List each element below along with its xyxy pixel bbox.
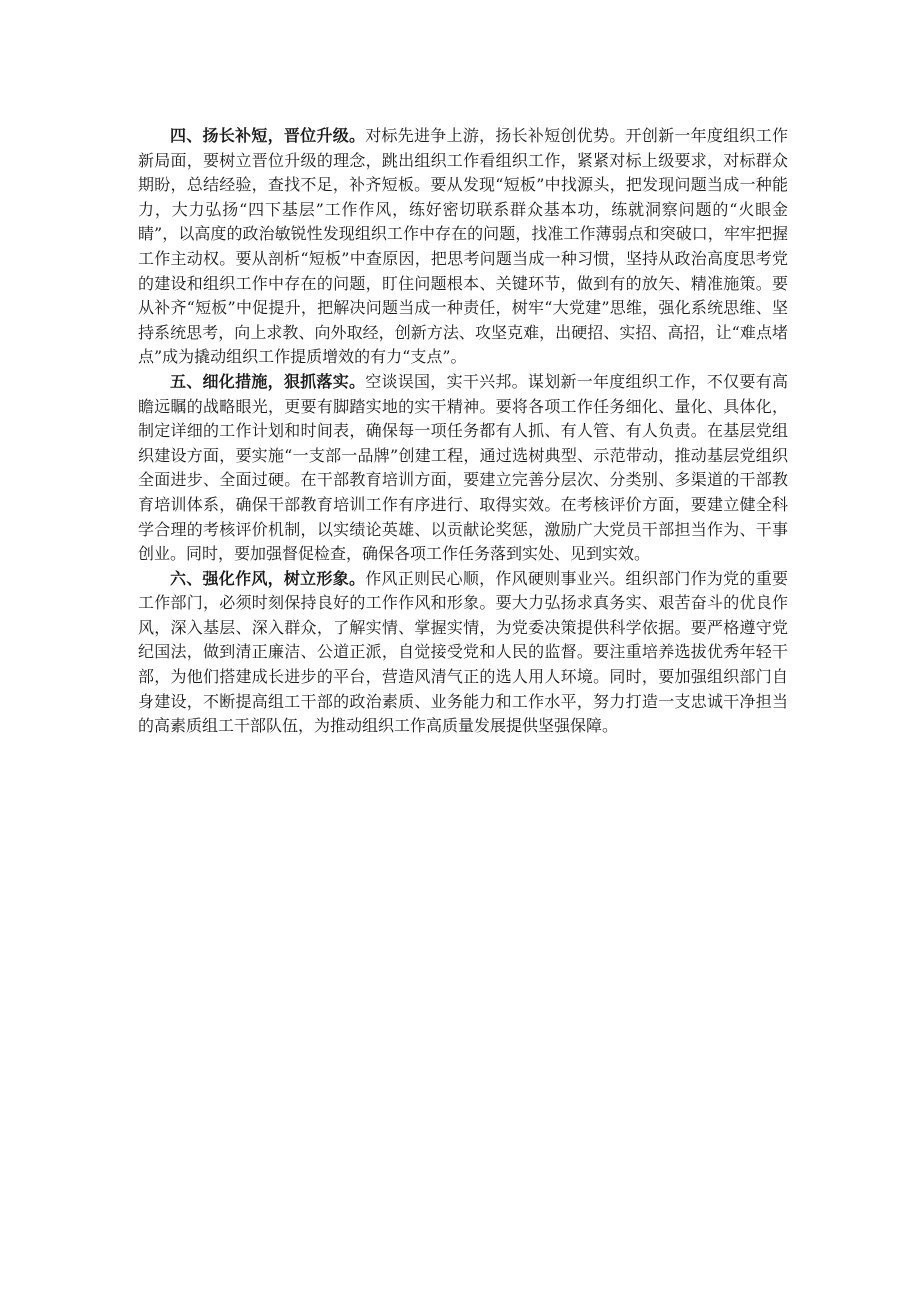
document-body <box>138 124 788 739</box>
paragraph-5-heading: 五、细化措施，狠抓落实。 <box>170 371 366 391</box>
paragraph-6-heading: 六、强化作风，树立形象。 <box>170 568 366 588</box>
paragraph-4-heading: 四、扬长补短，晋位升级。 <box>170 126 366 145</box>
paragraph-5 <box>138 370 788 567</box>
paragraph-4 <box>138 124 788 370</box>
paragraph-6 <box>138 567 788 739</box>
paragraph-6-text: 作风正则民心顺，作风硬则事业兴。组织部门作为党的重要工作部门，必须时刻保持良好的工作作风和形象。要大力弘扬求真务实、艰苦奋斗的优良作风，深入基层、深入群众，了解实情、掌握实情，为党委决策提供科学依据。要严格遵守党纪国法，做到清正廉洁、公道正派，自觉接受党和人民的监督。要注重培养选拔优秀年轻干部，为他们搭建成长进步的平台，营造风清气正的选人用人环境。同时，要加强组织部门自身建设，不断提高组工干部的政治素质、业务能力和工作水平，努力打造一支忠诚干净担当的高素质组工干部队伍，为推动组织工作高质量发展提供坚强保障。 <box>138 568 788 736</box>
paragraph-5-text: 空谈误国，实干兴邦。谋划新一年度组织工作，不仅要有高瞻远瞩的战略眼光，更要有脚踏实地的实干精神。要将各项工作任务细化、量化、具体化，制定详细的工作计划和时间表，确保每一项任务都有人抓、有人管、有人负责。在基层党组织建设方面，要实施“一支部一品牌”创建工程，通过选树典型、示范带动，推动基层党组织全面进步、全面过硬。在干部教育培训方面，要建立完善分层次、分类别、多渠道的干部教育培训体系，确保干部教育培训工作有序进行、取得实效。在考核评价方面，要建立健全科学合理的考核评价机制，以实绩论英雄、以贡献论奖惩，激励广大党员干部担当作为、干事创业。同时，要加强督促检查，确保各项工作任务落到实处、见到实效。 <box>138 371 788 564</box>
paragraph-4-text: 对标先进争上游，扬长补短创优势。开创新一年度组织工作新局面，要树立晋位升级的理念，跳出组织工作看组织工作，紧紧对标上级要求，对标群众期盼，总结经验，查找不足，补齐短板。要从发现“短板”中找源头，把发现问题当成一种能力，大力弘扬“四下基层”工作作风，练好密切联系群众基本功，练就洞察问题的“火眼金睛”，以高度的政治敏锐性发现组织工作中存在的问题，找准工作薄弱点和突破口，牢牢把握工作主动权。要从剖析“短板”中查原因，把思考问题当成一种习惯，坚持从政治高度思考党的建设和组织工作中存在的问题，盯住问题根本、关键环节，做到有的放矢、精准施策。要从补齐“短板”中促提升，把解决问题当成一种责任，树牢“大党建”思维，强化系统思维、坚持系统思考，向上求教、向外取经，创新方法、攻坚克难，出硬招、实招、高招，让“难点堵点”成为撬动组织工作提质增效的有力“支点”。 <box>138 126 788 367</box>
